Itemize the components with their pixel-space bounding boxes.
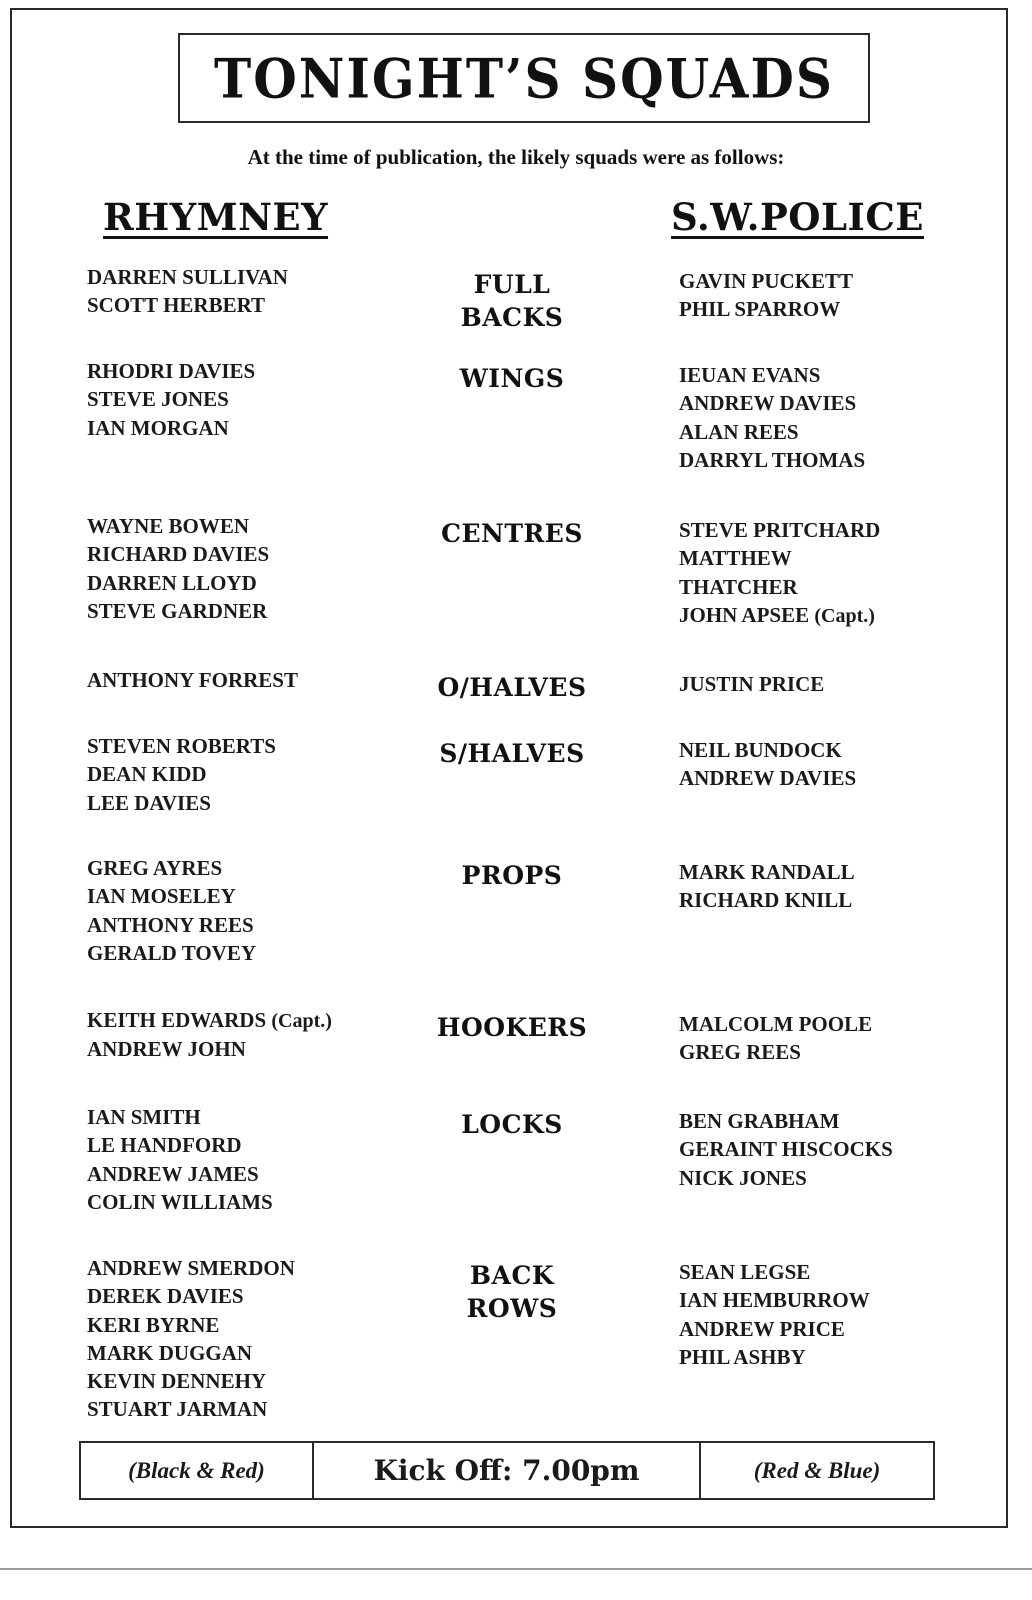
home-player-list xyxy=(87,1103,417,1216)
player-name: COLIN WILLIAMS xyxy=(87,1189,273,1214)
away-player-list xyxy=(679,736,999,793)
player-name: ANDREW DAVIES xyxy=(679,766,857,791)
player-name: IAN MOSELEY xyxy=(87,884,236,909)
player-name: PHIL SPARROW xyxy=(679,297,841,322)
player-name: NICK JONES xyxy=(679,1165,807,1190)
position-label-line: WINGS xyxy=(459,364,565,393)
away-player-list xyxy=(679,1010,999,1067)
position-label-line: PROPS xyxy=(461,861,563,890)
player-name: ALAN REES xyxy=(679,419,799,444)
captain-marker: (Capt.) xyxy=(814,604,875,627)
player-name: DARREN LLOYD xyxy=(87,570,257,595)
home-colours: (Black & Red) xyxy=(81,1443,314,1498)
home-player-list xyxy=(87,1006,417,1064)
player-name: JUSTIN PRICE xyxy=(679,672,825,696)
player-name: LEE DAVIES xyxy=(87,790,211,815)
player-name: STUART JARMAN xyxy=(87,1397,268,1422)
position-label-line: S/HALVES xyxy=(439,739,585,768)
away-colours: (Red & Blue) xyxy=(753,1457,881,1483)
player-name: ANDREW SMERDON xyxy=(87,1256,295,1280)
footer-bar xyxy=(79,1441,935,1500)
position-label xyxy=(412,268,612,334)
intro-text: At the time of publication, the likely squads were as follows: xyxy=(247,145,785,169)
player-name: ANTHONY REES xyxy=(87,912,254,937)
position-label xyxy=(412,362,612,395)
player-name: KEVIN DENNEHY xyxy=(87,1369,267,1394)
player-name: GERALD TOVEY xyxy=(87,940,257,965)
page-title: TONIGHT’S SQUADS xyxy=(214,46,834,110)
away-player-list xyxy=(679,267,999,324)
position-label-line: O/HALVES xyxy=(437,673,587,702)
away-player-list xyxy=(679,516,999,630)
player-name: ANDREW PRICE xyxy=(679,1316,845,1341)
player-name: ANTHONY FORREST xyxy=(87,668,298,692)
player-name: DARRYL THOMAS xyxy=(679,447,866,472)
position-label-line: ROWS xyxy=(466,1294,558,1323)
player-name: MARK DUGGAN xyxy=(87,1340,253,1365)
away-player-list xyxy=(679,670,999,698)
home-player-list xyxy=(87,854,417,967)
position-label xyxy=(412,1259,612,1325)
player-name: STEVE GARDNER xyxy=(87,598,268,623)
player-name: SEAN LEGSE xyxy=(679,1260,811,1284)
player-name: IAN MORGAN xyxy=(87,415,229,440)
player-name: GAVIN PUCKETT xyxy=(679,269,854,293)
player-name: RICHARD DAVIES xyxy=(87,542,270,567)
away-player-list xyxy=(679,1258,999,1371)
position-label xyxy=(412,671,612,704)
home-team-heading: RHYMNEY xyxy=(103,195,329,239)
player-name: STEVEN ROBERTS xyxy=(87,734,276,758)
position-label xyxy=(412,737,612,770)
player-name: STEVE PRITCHARD xyxy=(679,518,881,542)
player-name: DEAN KIDD xyxy=(87,762,207,787)
position-label-line: HOOKERS xyxy=(436,1013,588,1042)
player-name: MATTHEW xyxy=(679,546,792,571)
player-name: ANDREW JAMES xyxy=(87,1161,259,1186)
player-name: THATCHER xyxy=(679,574,798,599)
home-player-list xyxy=(87,263,417,320)
home-player-list xyxy=(87,666,417,694)
away-player-list xyxy=(679,858,999,915)
player-name: WAYNE BOWEN xyxy=(87,514,250,538)
home-player-list xyxy=(87,357,417,442)
player-name: IAN SMITH xyxy=(87,1105,201,1129)
page-bottom-edge xyxy=(0,1568,1032,1570)
away-player-list xyxy=(679,1107,999,1192)
player-name: STEVE JONES xyxy=(87,387,229,412)
position-label xyxy=(412,859,612,892)
home-player-list xyxy=(87,1254,417,1424)
position-label xyxy=(412,1011,612,1044)
player-name: KEITH EDWARDS (Capt.) xyxy=(87,1008,332,1032)
player-name: SCOTT HERBERT xyxy=(87,293,266,318)
home-player-list xyxy=(87,732,417,817)
title-box xyxy=(178,33,870,123)
player-name: MARK RANDALL xyxy=(679,860,855,884)
player-name: MALCOLM POOLE xyxy=(679,1012,873,1036)
player-name: NEIL BUNDOCK xyxy=(679,738,842,762)
player-name: GREG AYRES xyxy=(87,856,223,880)
player-name: ANDREW DAVIES xyxy=(679,391,857,416)
position-label xyxy=(412,517,612,550)
player-name: DEREK DAVIES xyxy=(87,1284,244,1309)
position-label xyxy=(412,1108,612,1141)
captain-marker: (Capt.) xyxy=(271,1010,332,1032)
player-name: GREG REES xyxy=(679,1040,801,1065)
player-name: DARREN SULLIVAN xyxy=(87,265,288,289)
player-name: JOHN APSEE (Capt.) xyxy=(679,602,875,627)
position-label-line: FULL xyxy=(473,270,551,299)
position-label-line: CENTRES xyxy=(441,519,583,548)
player-name: RICHARD KNILL xyxy=(679,888,853,913)
player-name: ANDREW JOHN xyxy=(87,1037,246,1062)
away-player-list xyxy=(679,361,999,474)
player-name: IEUAN EVANS xyxy=(679,363,821,387)
player-name: IAN HEMBURROW xyxy=(679,1288,870,1313)
player-name: PHIL ASHBY xyxy=(679,1344,806,1369)
player-name: LE HANDFORD xyxy=(87,1133,242,1158)
player-name: GERAINT HISCOCKS xyxy=(679,1137,893,1162)
player-name: BEN GRABHAM xyxy=(679,1109,840,1133)
position-label-line: BACKS xyxy=(460,303,564,332)
home-player-list xyxy=(87,512,417,625)
player-name: KERI BYRNE xyxy=(87,1312,220,1337)
kick-off-time: Kick Off: 7.00pm xyxy=(314,1443,701,1498)
position-label-line: BACK xyxy=(469,1261,555,1290)
player-name: RHODRI DAVIES xyxy=(87,359,256,383)
position-label-line: LOCKS xyxy=(461,1110,563,1139)
away-team-heading: S.W.POLICE xyxy=(671,195,924,239)
